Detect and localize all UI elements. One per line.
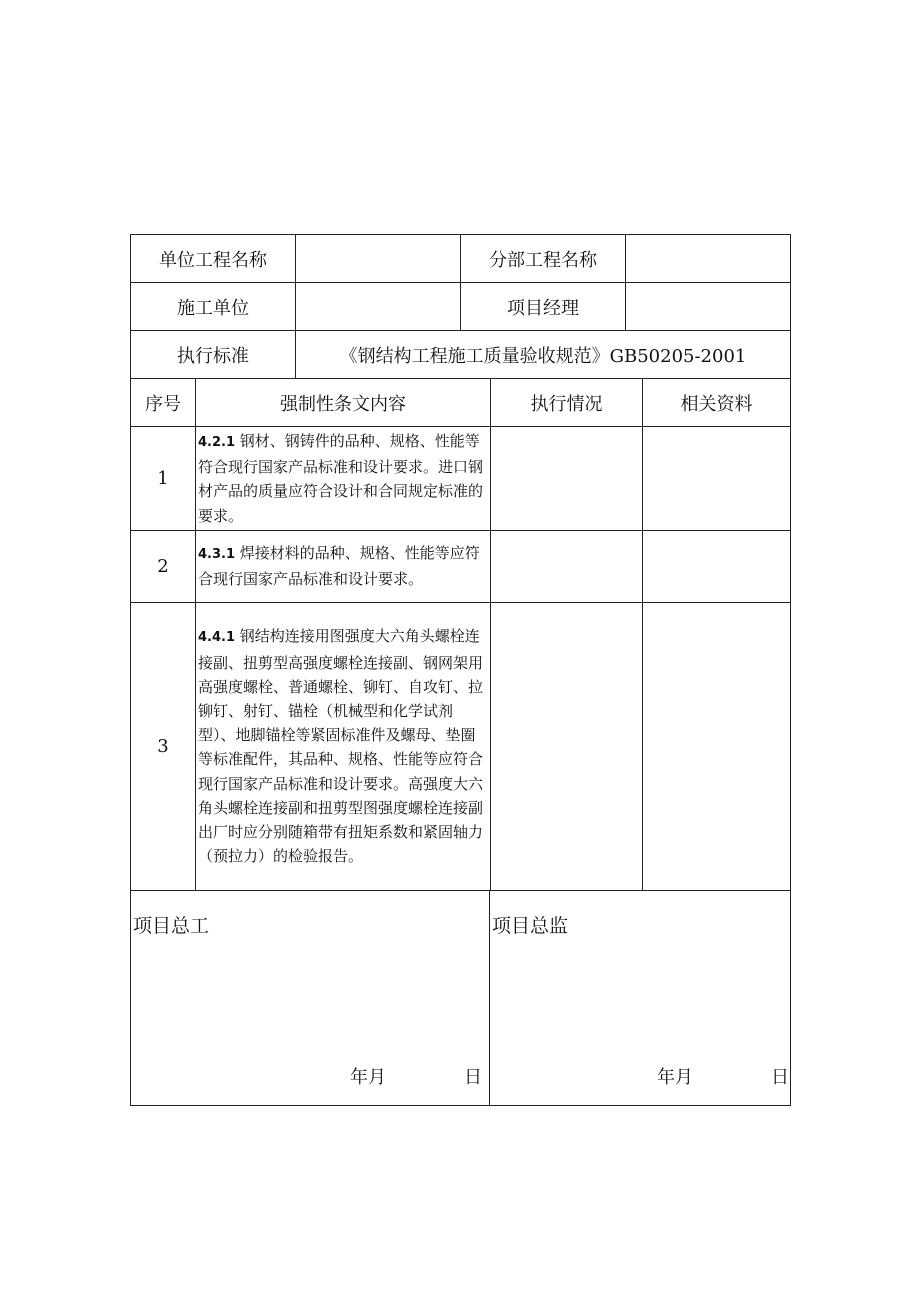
column-status: 执行情况 <box>491 379 643 427</box>
sub-project-value[interactable] <box>626 235 791 283</box>
table-row <box>131 427 791 531</box>
chief-supervisor-year-month: 年月 <box>657 1066 693 1088</box>
docs-cell[interactable] <box>643 602 791 890</box>
clause-body: 钢结构连接用图强度大六角头螺栓连接副、扭剪型高强度螺栓连接副、钢网架用高强度螺栓、普通螺栓、铆钉、自攻钉、拉铆钉、射钉、锚栓（机械型和化学试剂型）、地脚锚栓等紧固标准件及螺母、垫圈等标准配件，其品种、规格、性能等应符合现行国家产品标准和设计要求。高强度大六角头螺栓连接副和扭剪型图强度螺栓连接副出厂时应分别随箱带有扭矩系数和紧固轴力（预拉力）的检验报告。 <box>198 627 484 866</box>
status-cell[interactable] <box>491 530 643 602</box>
chief-engineer-year-month: 年月 <box>350 1066 386 1088</box>
docs-cell[interactable] <box>643 530 791 602</box>
signature-table <box>130 890 791 1106</box>
row-number: 1 <box>131 427 196 531</box>
clause-body: 钢材、钢铸件的品种、规格、性能等符合现行国家产品标准和设计要求。进口钢材产品的质量应符合设计和合同规定标准的要求。 <box>198 432 484 525</box>
chief-engineer-cell[interactable] <box>131 890 490 1105</box>
clause-code: 4.4.1 <box>198 630 236 646</box>
signature-row <box>131 890 791 1105</box>
chief-supervisor-day: 日 <box>771 1066 789 1088</box>
inspection-form <box>130 234 790 1106</box>
status-cell[interactable] <box>491 602 643 890</box>
unit-project-row <box>131 235 791 283</box>
construction-unit-label: 施工单位 <box>131 283 296 331</box>
chief-supervisor-label: 项目总监 <box>492 914 569 937</box>
clause-text <box>196 427 491 531</box>
construction-unit-row <box>131 283 791 331</box>
row-number: 3 <box>131 602 196 890</box>
sub-project-label: 分部工程名称 <box>461 235 626 283</box>
table-row <box>131 530 791 602</box>
form-header-table <box>130 234 791 379</box>
column-no: 序号 <box>131 379 196 427</box>
column-docs: 相关资料 <box>643 379 791 427</box>
standard-value: 《钢结构工程施工质量验收规范》GB50205-2001 <box>296 331 791 379</box>
project-manager-value[interactable] <box>626 283 791 331</box>
clause-table-header <box>131 379 791 427</box>
clause-code: 4.2.1 <box>198 435 236 450</box>
chief-engineer-label: 项目总工 <box>133 914 210 937</box>
clause-text <box>196 530 491 602</box>
construction-unit-value[interactable] <box>296 283 461 331</box>
column-content: 强制性条文内容 <box>196 379 491 427</box>
unit-project-label: 单位工程名称 <box>131 235 296 283</box>
standard-row <box>131 331 791 379</box>
standard-label: 执行标准 <box>131 331 296 379</box>
status-cell[interactable] <box>491 427 643 531</box>
table-row <box>131 602 791 890</box>
unit-project-value[interactable] <box>296 235 461 283</box>
row-number: 2 <box>131 530 196 602</box>
clause-code: 4.3.1 <box>198 547 236 563</box>
project-manager-label: 项目经理 <box>461 283 626 331</box>
chief-engineer-day: 日 <box>464 1066 482 1088</box>
docs-cell[interactable] <box>643 427 791 531</box>
chief-supervisor-cell[interactable] <box>490 890 791 1105</box>
clause-text <box>196 602 491 890</box>
clause-table <box>130 378 791 891</box>
clause-body: 焊接材料的品种、规格、性能等应符合现行国家产品标准和设计要求。 <box>198 544 480 589</box>
